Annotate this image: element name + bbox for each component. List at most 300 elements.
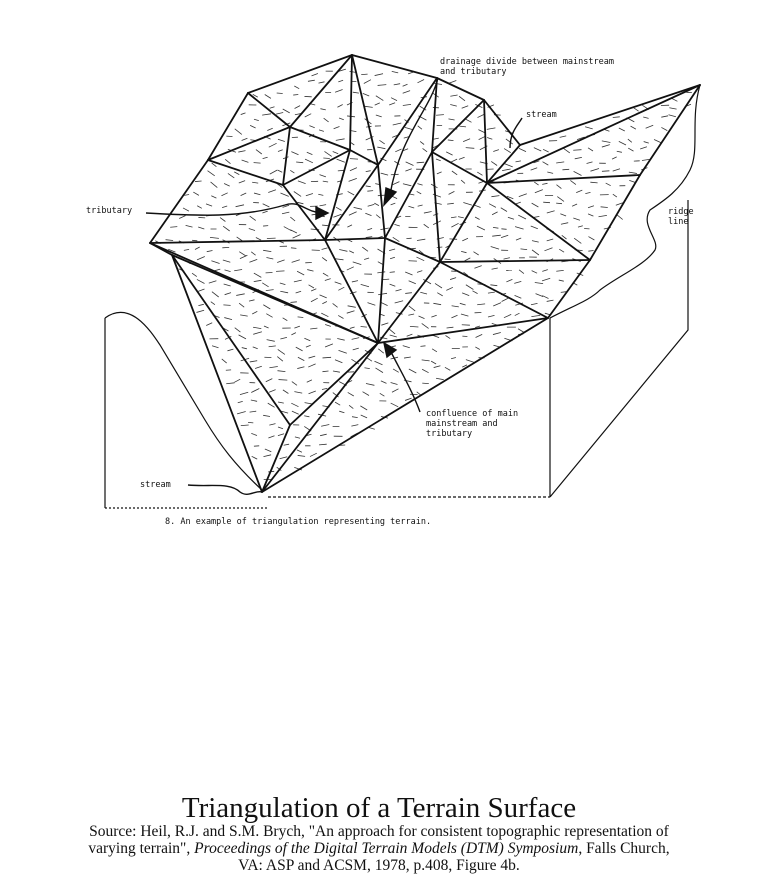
hatch-mark: [448, 119, 454, 120]
hatch-mark: [267, 340, 275, 342]
hatch-mark: [378, 85, 387, 86]
hatch-mark: [322, 388, 327, 389]
hatch-mark: [547, 172, 553, 173]
hatch-mark: [239, 335, 246, 339]
source-citation: [0, 823, 758, 874]
hatch-mark: [320, 109, 325, 110]
triangulation-edge: [262, 343, 378, 492]
hatch-mark: [309, 285, 314, 288]
hatch-mark: [221, 193, 227, 196]
hatch-mark: [211, 261, 219, 264]
hatch-mark: [408, 314, 414, 315]
hatch-mark: [335, 282, 342, 284]
hatch-mark: [306, 345, 311, 347]
hatch-mark: [352, 281, 358, 282]
hatch-mark: [390, 335, 397, 337]
hatch-mark: [309, 391, 316, 394]
hatch-mark: [501, 235, 508, 237]
hatch-mark: [228, 173, 234, 177]
hatch-mark: [588, 206, 594, 208]
hatch-mark: [363, 392, 369, 396]
hatch-mark: [452, 306, 459, 307]
hatch-mark: [347, 311, 355, 313]
hatch-mark: [324, 118, 329, 122]
hatch-mark: [535, 190, 543, 193]
hatch-mark: [361, 415, 367, 418]
hatch-mark: [536, 294, 544, 297]
triangulation-edge: [150, 240, 325, 243]
hatch-mark: [542, 183, 547, 184]
hatch-mark: [339, 411, 344, 413]
hatch-mark: [377, 272, 385, 273]
hatch-mark: [170, 227, 177, 228]
hatch-mark: [333, 303, 338, 307]
drainage-divide-arrowhead: [384, 188, 396, 205]
hatch-mark: [381, 302, 388, 305]
source-line-3: VA: ASP and ACSM, 1978, p.408, Figure 4b.: [238, 857, 520, 874]
hatch-mark: [322, 225, 328, 226]
hatch-mark: [520, 249, 527, 250]
hatch-mark: [491, 247, 499, 250]
hatch-mark: [492, 212, 498, 215]
hatch-mark: [391, 382, 398, 384]
hatch-mark: [547, 239, 554, 241]
hatch-mark: [242, 160, 249, 162]
label-stream-bottom: stream: [140, 480, 171, 490]
hatch-mark: [405, 272, 412, 275]
hatch-mark: [409, 306, 415, 311]
hatch-mark: [354, 207, 362, 209]
hatch-mark: [514, 281, 521, 283]
hatch-mark: [279, 380, 288, 381]
hatch-mark: [323, 357, 332, 358]
hatch-mark: [504, 164, 512, 167]
hatch-mark: [308, 80, 315, 81]
triangulation-edge: [378, 238, 385, 343]
hatch-mark: [590, 169, 599, 172]
hatch-mark: [619, 128, 625, 131]
hatch-mark: [601, 207, 608, 208]
hatch-mark: [408, 206, 414, 208]
hatch-mark: [298, 357, 304, 360]
hatch-mark: [250, 361, 257, 362]
hatch-mark: [252, 182, 258, 183]
hatch-mark: [290, 217, 295, 221]
hatch-mark: [417, 184, 422, 185]
hatch-mark: [198, 304, 203, 305]
hatch-mark: [375, 103, 380, 105]
hatch-mark: [493, 227, 498, 228]
hatch-mark: [277, 93, 283, 94]
hatch-mark: [490, 285, 497, 286]
hatch-mark: [531, 168, 538, 170]
triangulation-edge: [208, 160, 283, 185]
hatch-mark: [265, 449, 271, 452]
hatch-mark: [617, 151, 622, 152]
hatch-mark: [263, 157, 268, 158]
hatch-mark: [296, 347, 303, 351]
hatch-mark: [606, 183, 611, 186]
hatch-mark: [292, 260, 300, 263]
hatch-mark: [251, 433, 257, 435]
hatch-mark: [320, 175, 326, 177]
hatch-mark: [450, 95, 457, 96]
hatch-mark: [417, 162, 425, 163]
hatch-mark: [192, 240, 197, 241]
hatch-mark: [462, 106, 469, 108]
hatch-mark: [223, 226, 230, 231]
hatch-mark: [263, 250, 271, 251]
hatch-mark: [451, 315, 457, 318]
hatch-mark: [262, 283, 268, 287]
hatch-mark: [234, 172, 239, 175]
hatch-mark: [613, 194, 617, 197]
hatch-mark: [352, 417, 358, 418]
hatch-mark: [375, 368, 383, 373]
hatch-mark: [235, 328, 241, 332]
hatch-mark: [590, 182, 597, 183]
hatch-mark: [237, 412, 246, 414]
hatch-mark: [376, 215, 380, 219]
hatch-mark: [278, 139, 285, 141]
hatch-mark: [363, 93, 369, 96]
hatch-mark: [475, 217, 480, 219]
hatch-mark: [283, 390, 289, 394]
hatch-mark: [466, 285, 474, 290]
hatch-mark: [446, 336, 451, 339]
hatch-mark: [451, 217, 456, 218]
hatch-mark: [251, 252, 255, 255]
hatch-mark: [535, 282, 543, 283]
hatch-mark: [613, 117, 620, 118]
hatch-mark: [451, 358, 456, 359]
hatch-mark: [278, 349, 285, 354]
hatch-mark: [476, 334, 483, 337]
hatch-mark: [252, 311, 257, 314]
hatch-mark: [669, 108, 676, 109]
hatch-mark: [280, 193, 288, 196]
hatch-mark: [542, 270, 548, 272]
hatch-mark: [353, 262, 362, 265]
hatch-mark: [410, 326, 418, 327]
hatch-mark: [420, 346, 425, 347]
hatch-mark: [588, 251, 593, 252]
hatch-mark: [390, 284, 396, 286]
hatch-mark: [252, 456, 258, 459]
hatch-mark: [290, 230, 297, 233]
hatch-mark: [349, 212, 357, 216]
hatch-mark: [353, 92, 359, 93]
hatch-mark: [405, 127, 413, 129]
hatch-mark: [519, 270, 524, 274]
triangulation-edge: [432, 152, 440, 262]
hatch-mark: [403, 84, 408, 86]
hatch-mark: [479, 136, 486, 139]
hatch-mark: [572, 204, 577, 206]
hatch-mark: [209, 281, 217, 283]
hatch-mark: [311, 298, 318, 302]
hatch-mark: [459, 157, 465, 159]
hatch-mark: [574, 238, 581, 243]
hatch-mark: [307, 152, 313, 154]
hatch-mark: [348, 191, 355, 195]
hatch-mark: [309, 126, 314, 128]
hatch-mark: [575, 157, 582, 158]
hatch-mark: [394, 84, 400, 85]
hatch-mark: [212, 163, 217, 167]
hatch-mark: [422, 360, 430, 361]
hatch-mark: [669, 115, 676, 117]
hatch-mark: [504, 258, 510, 259]
hatch-mark: [256, 150, 262, 154]
hatch-mark: [619, 141, 626, 145]
hatch-mark: [324, 151, 331, 156]
hatch-mark: [291, 152, 298, 155]
hatch-mark: [295, 106, 301, 109]
hatch-mark: [277, 170, 282, 172]
hatch-mark: [405, 293, 412, 294]
hatch-mark: [390, 257, 395, 259]
ridge-wavy-profile: [105, 312, 262, 490]
hatch-mark: [487, 128, 496, 129]
hatch-mark: [322, 257, 327, 261]
hatch-mark: [242, 138, 248, 140]
hatch-mark: [348, 306, 356, 307]
hatch-mark: [210, 237, 219, 238]
hatch-mark: [278, 402, 284, 403]
triangulation-edge: [150, 243, 378, 343]
hatch-mark: [294, 86, 299, 89]
hatch-mark: [395, 301, 403, 303]
hatch-mark: [236, 294, 244, 296]
hatch-mark: [361, 327, 367, 328]
hatch-mark: [493, 150, 499, 152]
label-confluence: confluence of main mainstream and tributary: [426, 409, 519, 439]
hatch-mark: [436, 159, 441, 161]
page-title: Triangulation of a Terrain Surface: [181, 792, 577, 824]
hatch-mark: [336, 139, 345, 141]
hatch-mark: [268, 403, 275, 407]
triangulation-edge: [437, 78, 484, 100]
triangulation-edge: [432, 152, 487, 183]
hatch-mark: [198, 289, 204, 291]
hatch-mark: [502, 298, 509, 302]
hatch-mark: [193, 192, 199, 195]
hatch-mark: [368, 204, 375, 206]
hatch-mark: [349, 405, 353, 408]
hatch-mark: [377, 147, 385, 149]
hatch-mark: [223, 305, 230, 306]
hatch-mark: [423, 148, 428, 151]
hatch-mark: [297, 367, 304, 369]
hatch-mark: [291, 403, 298, 407]
hatch-mark: [298, 181, 306, 184]
hatch-mark: [304, 416, 309, 417]
hatch-mark: [629, 172, 637, 173]
hatch-mark: [602, 145, 610, 147]
hatch-mark: [166, 240, 174, 241]
triangulation-edge: [487, 145, 520, 183]
hatch-mark: [295, 437, 300, 438]
hatch-mark: [477, 304, 485, 305]
hatch-mark: [226, 383, 234, 384]
label-stream-top: stream: [526, 110, 557, 120]
hatch-mark: [488, 315, 494, 317]
hatch-mark: [559, 280, 564, 281]
source-line-2: [0, 840, 758, 857]
hatch-mark: [365, 213, 371, 215]
hatch-mark: [364, 258, 369, 260]
hatch-mark: [207, 251, 213, 252]
triangulation-edge: [283, 127, 290, 185]
hatch-mark: [234, 270, 242, 271]
hatch-mark: [448, 140, 454, 141]
hatch-mark: [547, 300, 554, 301]
tributary-arrowhead: [316, 207, 328, 219]
hatch-mark: [542, 296, 548, 299]
hatch-mark: [320, 434, 327, 435]
hatch-mark: [292, 411, 299, 414]
hatch-mark: [250, 411, 257, 412]
hatch-mark: [353, 348, 359, 350]
hatch-mark: [543, 162, 549, 165]
hatch-mark: [319, 82, 325, 83]
hatch-mark: [612, 157, 617, 159]
hatch-mark: [613, 169, 620, 171]
hatch-mark: [392, 389, 399, 392]
hatch-mark: [360, 406, 367, 410]
hatch-mark: [578, 226, 583, 227]
hatch-mark: [463, 139, 470, 142]
hatch-mark: [320, 295, 327, 298]
hatch-mark: [294, 392, 302, 393]
triangulation-edge: [350, 55, 352, 150]
hatch-mark: [405, 169, 411, 171]
hatch-mark: [434, 83, 442, 84]
hatch-mark: [395, 149, 401, 152]
hatch-mark: [474, 205, 480, 207]
hatch-mark: [381, 173, 388, 175]
hatch-mark: [491, 161, 497, 165]
hatch-mark: [309, 356, 316, 358]
block-outline: [105, 85, 700, 508]
hatch-mark: [336, 207, 341, 210]
hatch-mark: [560, 214, 566, 216]
hatch-mark: [265, 95, 271, 99]
hatch-mark: [211, 302, 215, 305]
triangulation-edge: [172, 255, 262, 492]
hatch-mark: [631, 126, 636, 129]
hatch-mark: [235, 129, 242, 135]
hatch-mark: [310, 453, 317, 456]
hatch-mark: [501, 208, 507, 212]
hatch-mark: [225, 293, 231, 295]
hatch-mark: [297, 271, 304, 275]
hatch-mark: [278, 150, 283, 152]
hatch-mark: [518, 215, 526, 219]
hatch-mark: [366, 171, 371, 172]
hatch-mark: [515, 313, 520, 315]
hatch-mark: [531, 315, 540, 316]
hatch-mark: [477, 172, 482, 175]
hatch-mark: [297, 450, 302, 452]
hatch-mark: [352, 338, 360, 340]
hatch-mark: [304, 338, 310, 341]
hatch-mark: [420, 292, 427, 294]
hatch-mark: [391, 203, 396, 205]
hatch-mark: [350, 168, 357, 171]
hatch-mark: [183, 208, 189, 211]
hatch-mark: [239, 252, 246, 256]
hatch-mark: [422, 323, 429, 328]
hatch-mark: [599, 215, 607, 216]
hatch-mark: [351, 425, 358, 427]
hatch-mark: [588, 214, 593, 216]
triangulation-edge: [352, 55, 378, 165]
hatch-mark: [477, 226, 485, 230]
hatch-mark: [254, 273, 261, 277]
triangulation-edge: [350, 150, 378, 165]
hatch-mark: [335, 360, 342, 363]
hatch-mark: [305, 159, 313, 163]
hatch-mark: [254, 280, 262, 281]
hatch-mark: [417, 239, 425, 240]
hatch-mark: [506, 139, 513, 144]
hatch-mark: [361, 74, 367, 75]
hatch-mark: [557, 197, 564, 202]
hatch-mark: [492, 268, 498, 269]
hatch-mark: [437, 172, 442, 174]
hatch-mark: [561, 223, 568, 225]
hatch-mark: [459, 96, 465, 101]
hatch-mark: [424, 212, 432, 214]
hatch-mark: [366, 186, 371, 187]
hatch-mark: [406, 162, 414, 166]
hatch-mark: [294, 326, 300, 328]
hatch-mark: [337, 339, 344, 341]
hatch-mark: [291, 302, 297, 303]
hatch-mark: [392, 71, 398, 72]
hatch-mark: [475, 347, 479, 350]
triangulation-edge: [262, 318, 548, 492]
hatch-mark: [515, 295, 522, 298]
hatch-mark: [461, 251, 466, 252]
hatch-mark: [434, 366, 441, 368]
hatch-mark: [563, 148, 570, 153]
hatch-mark: [206, 323, 212, 326]
hatch-mark: [368, 303, 376, 306]
hatch-mark: [634, 108, 639, 111]
hatch-mark: [422, 369, 428, 372]
hatch-mark: [293, 235, 301, 239]
hatch-mark: [390, 272, 395, 273]
hatch-mark: [212, 346, 218, 348]
hatch-mark: [263, 415, 270, 416]
triangulation-edge: [290, 343, 378, 425]
hatch-mark: [254, 193, 260, 195]
hatch-mark: [335, 90, 342, 93]
hatch-mark: [437, 293, 442, 296]
hatch-mark: [256, 238, 261, 241]
hatch-mark: [277, 357, 283, 362]
hatch-mark: [487, 138, 492, 140]
hatch-mark: [249, 300, 254, 301]
hatch-mark: [654, 139, 661, 142]
hatch-mark: [378, 293, 387, 294]
hatch-mark: [249, 228, 255, 230]
hatch-mark: [531, 303, 538, 304]
hatch-mark: [311, 289, 316, 291]
